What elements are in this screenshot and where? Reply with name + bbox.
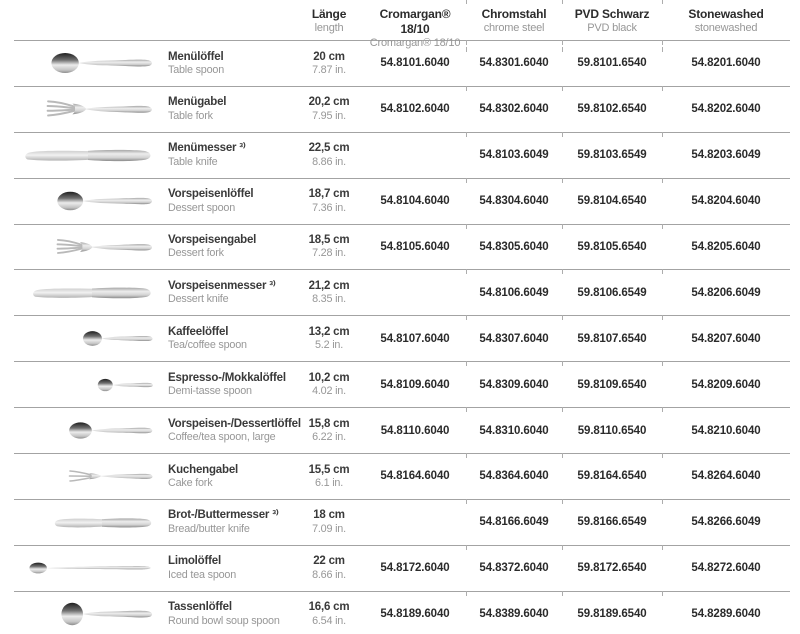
dessert-spoon-image	[56, 189, 154, 213]
item-name-de: Menügabel	[168, 96, 227, 109]
item-length-cell	[294, 592, 364, 634]
cromargan-article-number: 54.8172.6040	[380, 562, 450, 575]
item-name-de: Menümesser ³⁾	[168, 142, 246, 155]
stonewashed-article-number: 54.8209.6040	[662, 362, 790, 407]
column-header-length-en: length	[314, 22, 344, 34]
item-length-cell	[294, 133, 364, 178]
item-name-de: Kaffeelöffel	[168, 325, 229, 338]
table-body	[14, 40, 790, 634]
item-name-de: Vorspeisenmesser ³⁾	[168, 279, 276, 292]
table-row	[14, 40, 790, 86]
item-length-cell	[294, 362, 364, 407]
item-length-cm: 22 cm	[313, 555, 345, 568]
column-header-chromstahl-de: Chromstahl	[481, 7, 547, 21]
pvd-article-number: 59.8110.6540	[562, 408, 662, 453]
stonewashed-article-number: 54.8204.6040	[662, 179, 790, 224]
stonewashed-article-number: 54.8206.6049	[662, 270, 790, 315]
chromstahl-article-number: 54.8364.6040	[466, 454, 562, 499]
cutlery-image-cell	[14, 546, 164, 591]
table-row	[14, 499, 790, 545]
cutlery-image-cell	[14, 500, 164, 545]
stonewashed-article-number: 54.8202.6040	[662, 87, 790, 132]
item-length-cell	[294, 454, 364, 499]
item-name-en: Iced tea spoon	[168, 568, 237, 581]
cutlery-table	[14, 0, 790, 634]
chromstahl-article-number: 54.8372.6040	[466, 546, 562, 591]
iced-tea-spoon-image	[28, 559, 154, 577]
table-fork-image	[46, 96, 154, 122]
item-name-en: Table fork	[168, 109, 213, 122]
chromstahl-article-number: 54.8305.6040	[466, 225, 562, 270]
item-length-in: 6.1 in.	[314, 476, 343, 489]
item-name-cell	[164, 546, 294, 591]
cutlery-image-cell	[14, 592, 164, 634]
item-name-de: Limolöffel	[168, 555, 221, 568]
item-length-in: 7.28 in.	[312, 247, 346, 260]
dessert-fork-image	[56, 235, 154, 259]
cromargan-article-number: 54.8109.6040	[380, 378, 450, 391]
cutlery-image-cell	[14, 454, 164, 499]
item-length-cm: 22,5 cm	[308, 142, 350, 155]
item-name-en: Table spoon	[168, 63, 225, 76]
stonewashed-article-number: 54.8203.6049	[662, 133, 790, 178]
table-row	[14, 453, 790, 499]
cutlery-image-cell	[14, 225, 164, 270]
table-row	[14, 361, 790, 407]
pvd-article-number: 59.8166.6549	[562, 500, 662, 545]
table-row	[14, 224, 790, 270]
stonewashed-article-number: 54.8264.6040	[662, 454, 790, 499]
table-row	[14, 407, 790, 453]
pvd-article-number: 59.8107.6540	[562, 316, 662, 361]
item-length-in: 7.95 in.	[312, 109, 346, 122]
table-row	[14, 269, 790, 315]
column-header-stonewashed-de: Stonewashed	[688, 7, 764, 21]
item-length-in: 5.2 in.	[314, 339, 343, 352]
item-length-cell	[294, 270, 364, 315]
item-name-cell	[164, 408, 301, 453]
item-length-in: 4.02 in.	[312, 385, 346, 398]
item-name-cell	[164, 87, 294, 132]
item-name-cell	[164, 316, 294, 361]
butter-knife-image	[52, 514, 154, 531]
cutlery-image-cell	[14, 408, 164, 453]
cromargan-article-number: 54.8107.6040	[380, 332, 450, 345]
column-header-cromargan-en: Cromargan® 18/10	[369, 37, 461, 49]
cromargan-article-number	[364, 270, 466, 315]
item-name-de: Kuchengabel	[168, 463, 239, 476]
chromstahl-article-number: 54.8310.6040	[466, 408, 562, 453]
item-length-in: 8.35 in.	[312, 293, 346, 306]
item-name-cell	[164, 179, 294, 224]
chromstahl-article-number: 54.8304.6040	[466, 179, 562, 224]
item-name-cell	[164, 454, 294, 499]
item-name-de: Vorspeisengabel	[168, 234, 257, 247]
item-length-cell	[294, 87, 364, 132]
item-name-de: Brot-/Buttermesser ³⁾	[168, 509, 279, 522]
stonewashed-article-number: 54.8266.6049	[662, 500, 790, 545]
item-name-cell	[164, 133, 294, 178]
cromargan-article-number	[364, 133, 466, 178]
item-name-cell	[164, 41, 294, 86]
item-name-cell	[164, 362, 294, 407]
table-spoon-image	[50, 50, 154, 76]
pvd-article-number: 59.8109.6540	[562, 362, 662, 407]
item-length-cell	[294, 41, 364, 86]
item-length-cm: 18,7 cm	[308, 188, 350, 201]
item-name-en: Tea/coffee spoon	[168, 339, 247, 352]
tea-spoon-image	[82, 329, 154, 348]
column-header-cromargan-de: Cromargan® 18/10	[379, 7, 451, 36]
item-length-in: 7.09 in.	[312, 522, 346, 535]
table-header	[14, 0, 790, 49]
item-length-cell	[294, 546, 364, 591]
cake-fork-image	[68, 466, 154, 486]
item-name-en: Round bowl soup spoon	[168, 614, 280, 627]
stonewashed-article-number: 54.8210.6040	[662, 408, 790, 453]
item-length-cell	[294, 225, 364, 270]
chromstahl-article-number: 54.8106.6049	[466, 270, 562, 315]
item-length-cell	[294, 500, 364, 545]
dessert-coffee-spoon-image	[68, 420, 154, 441]
chromstahl-article-number: 54.8166.6049	[466, 500, 562, 545]
cutlery-image-cell	[14, 270, 164, 315]
item-name-de: Vorspeisenlöffel	[168, 188, 254, 201]
item-length-cell	[294, 408, 364, 453]
item-name-en: Demi-tasse spoon	[168, 385, 252, 398]
column-header-length-de: Länge	[311, 7, 347, 21]
pvd-article-number: 59.8104.6540	[562, 179, 662, 224]
cutlery-image-cell	[14, 41, 164, 86]
stonewashed-article-number: 54.8289.6040	[662, 592, 790, 634]
item-name-en: Dessert spoon	[168, 201, 236, 214]
chromstahl-article-number: 54.8302.6040	[466, 87, 562, 132]
stonewashed-article-number: 54.8272.6040	[662, 546, 790, 591]
pvd-article-number: 59.8106.6549	[562, 270, 662, 315]
item-length-in: 6.54 in.	[312, 614, 346, 627]
table-row	[14, 315, 790, 361]
item-length-in: 8.86 in.	[312, 155, 346, 168]
item-length-in: 6.22 in.	[312, 431, 346, 444]
item-name-en: Coffee/tea spoon, large	[168, 431, 276, 444]
chromstahl-article-number: 54.8389.6040	[466, 592, 562, 634]
item-name-cell	[164, 592, 294, 634]
item-name-en: Bread/butter knife	[168, 522, 250, 535]
chromstahl-article-number: 54.8301.6040	[466, 41, 562, 86]
table-row	[14, 178, 790, 224]
item-name-de: Menülöffel	[168, 50, 224, 63]
pvd-article-number: 59.8101.6540	[562, 41, 662, 86]
item-length-cm: 15,5 cm	[308, 463, 350, 476]
item-length-cm: 10,2 cm	[308, 371, 350, 384]
item-length-in: 7.87 in.	[312, 63, 346, 76]
stonewashed-article-number: 54.8201.6040	[662, 41, 790, 86]
chromstahl-article-number: 54.8103.6049	[466, 133, 562, 178]
item-length-cm: 16,6 cm	[308, 601, 350, 614]
pvd-article-number: 59.8105.6540	[562, 225, 662, 270]
espresso-spoon-image	[97, 377, 154, 393]
soup-spoon-image	[60, 601, 154, 627]
item-length-cm: 21,2 cm	[308, 279, 350, 292]
item-name-cell	[164, 500, 294, 545]
item-length-in: 7.36 in.	[312, 201, 346, 214]
table-row	[14, 86, 790, 132]
item-name-de: Tassenlöffel	[168, 601, 232, 614]
item-length-cm: 13,2 cm	[308, 325, 350, 338]
pvd-article-number: 59.8102.6540	[562, 87, 662, 132]
item-length-cm: 20,2 cm	[308, 96, 350, 109]
item-length-cm: 18 cm	[313, 509, 345, 522]
item-length-cm: 18,5 cm	[308, 234, 350, 247]
cutlery-image-cell	[14, 179, 164, 224]
cromargan-article-number: 54.8105.6040	[380, 241, 450, 253]
cutlery-image-cell	[14, 362, 164, 407]
item-name-cell	[164, 225, 294, 270]
stonewashed-article-number: 54.8207.6040	[662, 316, 790, 361]
table-row	[14, 591, 790, 634]
pvd-article-number: 59.8189.6540	[562, 592, 662, 634]
pvd-article-number: 59.8164.6540	[562, 454, 662, 499]
cutlery-image-cell	[14, 316, 164, 361]
cromargan-article-number	[364, 500, 466, 545]
item-name-en: Dessert fork	[168, 247, 224, 260]
cutlery-image-cell	[14, 87, 164, 132]
item-length-cm: 15,8 cm	[308, 417, 350, 430]
item-name-en: Table knife	[168, 155, 218, 168]
cromargan-article-number: 54.8102.6040	[380, 103, 450, 116]
item-name-cell	[164, 270, 294, 315]
item-length-in: 8.66 in.	[312, 568, 346, 581]
item-length-cell	[294, 179, 364, 224]
item-name-en: Dessert knife	[168, 293, 229, 306]
stonewashed-article-number: 54.8205.6040	[662, 225, 790, 270]
column-header-chromstahl-en: chrome steel	[483, 22, 545, 34]
item-name-de: Vorspeisen-/Dessertlöffel	[168, 417, 301, 430]
column-header-stonewashed-en: stonewashed	[694, 22, 758, 34]
cromargan-article-number: 54.8164.6040	[380, 470, 450, 483]
item-length-cell	[294, 316, 364, 361]
item-name-de: Espresso-/Mokkalöffel	[168, 371, 286, 384]
cromargan-article-number: 54.8101.6040	[380, 57, 450, 70]
column-header-pvd-en: PVD black	[587, 22, 637, 34]
chromstahl-article-number: 54.8309.6040	[466, 362, 562, 407]
item-length-cm: 20 cm	[313, 50, 345, 63]
table-row	[14, 132, 790, 178]
pvd-article-number: 59.8103.6549	[562, 133, 662, 178]
cromargan-article-number: 54.8189.6040	[380, 608, 450, 621]
cromargan-article-number: 54.8110.6040	[380, 424, 450, 437]
column-header-pvd-de: PVD Schwarz	[574, 7, 650, 21]
dessert-knife-image	[30, 283, 154, 302]
pvd-article-number: 59.8172.6540	[562, 546, 662, 591]
chromstahl-article-number: 54.8307.6040	[466, 316, 562, 361]
table-row	[14, 545, 790, 591]
item-name-en: Cake fork	[168, 476, 213, 489]
cutlery-image-cell	[14, 133, 164, 178]
cromargan-article-number: 54.8104.6040	[380, 195, 450, 208]
table-knife-image	[22, 145, 154, 165]
